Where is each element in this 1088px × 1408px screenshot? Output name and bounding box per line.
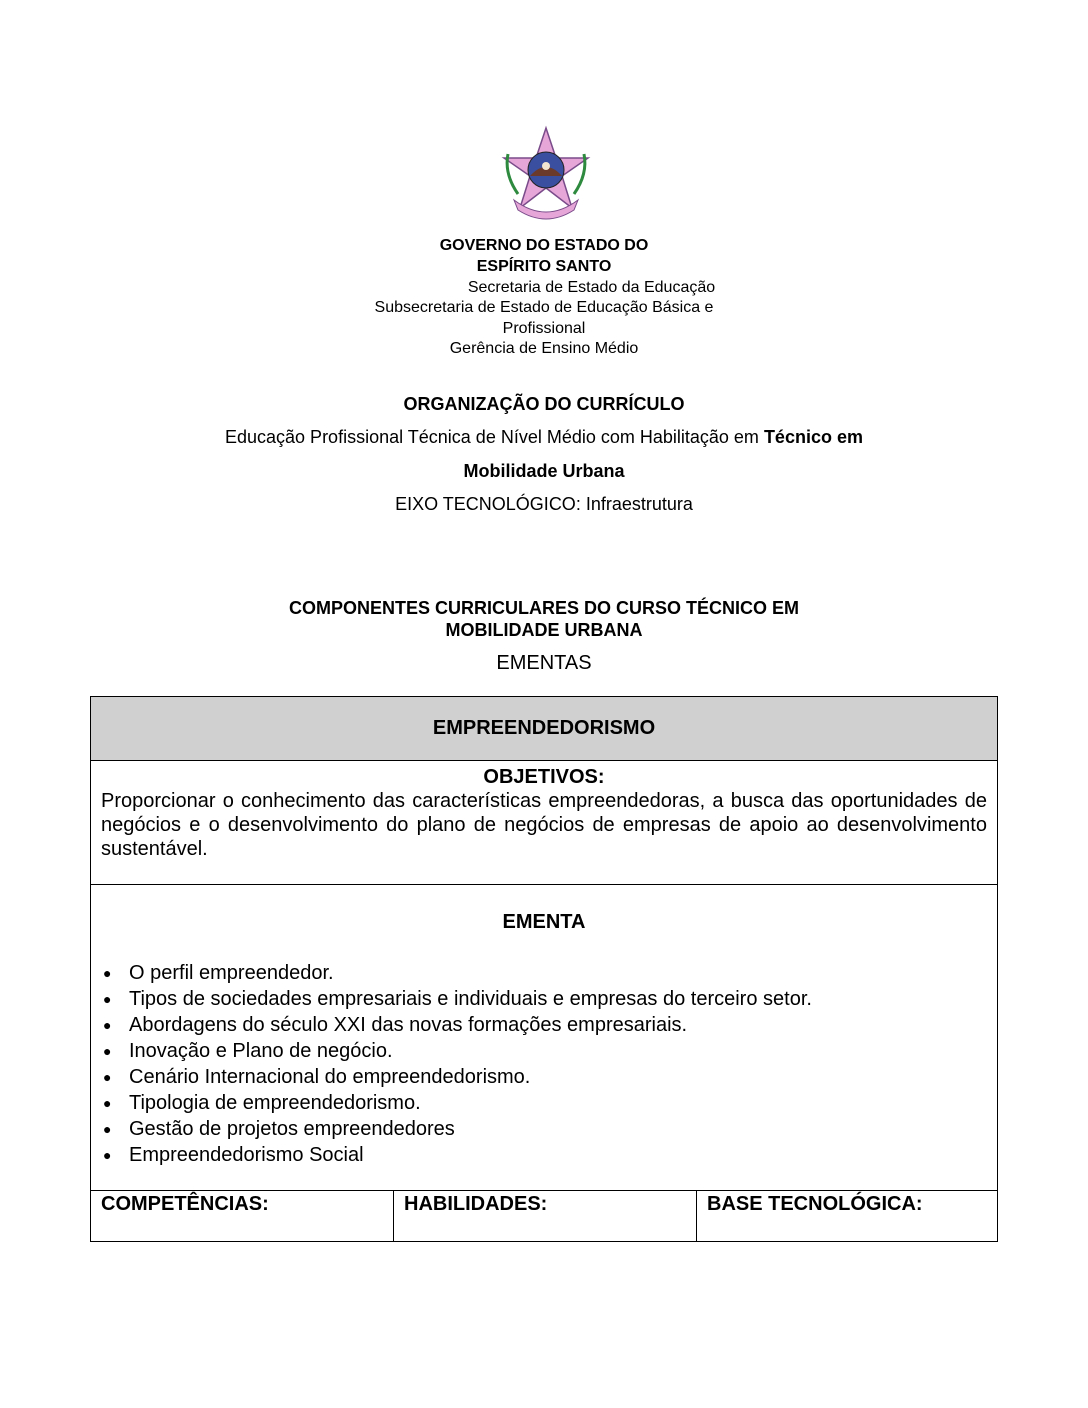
list-item: ● Empreendedorismo Social — [103, 1144, 364, 1166]
ementa-label: EMENTA — [502, 911, 586, 933]
gerencia: Gerência de Ensino Médio — [449, 340, 639, 357]
list-item: ● Cenário Internacional do empreendedorismo. — [103, 1066, 531, 1088]
discipline-title: EMPREENDEDORISMO — [91, 697, 997, 761]
competencias-header: COMPETÊNCIAS: — [101, 1193, 269, 1215]
objetivos-section — [91, 761, 997, 885]
list-item: ● Abordagens do século XXI das novas formações empresariais. — [103, 1014, 688, 1036]
course-prefix: Educação Profissional Técnica de Nível Médio com Habilitação em — [225, 427, 764, 447]
list-item: ● Inovação e Plano de negócio. — [103, 1040, 393, 1062]
secretaria: Secretaria de Estado da Educação — [467, 279, 716, 296]
objetivos-label: OBJETIVOS: — [483, 766, 605, 788]
subsecretaria-line-2: Profissional — [502, 320, 586, 337]
list-item: ● Tipologia de empreendedorismo. — [103, 1092, 421, 1114]
bullet-dot-icon: ● — [103, 1017, 112, 1033]
bullet-dot-icon: ● — [103, 1095, 112, 1111]
course-bold: Técnico em — [763, 427, 863, 447]
gov-line-1: GOVERNO DO ESTADO DO — [439, 237, 649, 254]
bullet-dot-icon: ● — [103, 991, 112, 1007]
curriculum-title: ORGANIZAÇÃO DO CURRÍCULO — [403, 394, 685, 414]
list-item: ● O perfil empreendedor. — [103, 962, 334, 984]
columns-row — [91, 1191, 997, 1241]
components-title — [0, 597, 1088, 641]
bullet-dot-icon: ● — [103, 1069, 112, 1085]
ementa-list — [91, 960, 997, 1168]
components-title-line-2: MOBILIDADE URBANA — [445, 620, 643, 640]
bullet-dot-icon: ● — [103, 1043, 112, 1059]
ementas-heading: EMENTAS — [496, 652, 592, 674]
eixo-tecnologico: EIXO TECNOLÓGICO: Infraestrutura — [395, 494, 693, 514]
course-line-1 — [0, 427, 1088, 448]
bullet-dot-icon: ● — [103, 1121, 112, 1137]
habilidades-header: HABILIDADES: — [393, 1191, 696, 1241]
list-item: ● Gestão de projetos empreendedores — [103, 1118, 455, 1140]
base-tecnologica-header: BASE TECNOLÓGICA: — [696, 1191, 997, 1241]
bullet-dot-icon: ● — [103, 965, 112, 981]
course-line-2: Mobilidade Urbana — [463, 461, 625, 481]
gov-line-2: ESPÍRITO SANTO — [476, 258, 612, 275]
subsecretaria-line-1: Subsecretaria de Estado de Educação Básica e — [374, 299, 714, 316]
bullet-dot-icon: ● — [103, 1147, 112, 1163]
ementa-section — [91, 885, 997, 1191]
objetivos-text: Proporcionar o conhecimento das características empreendedoras, a busca das oportunidades de negócios e o desenvolvimento do plano de negócios de empresas de apoio ao desenvolvimento sustentável. — [101, 790, 987, 860]
components-title-line-1: COMPONENTES CURRICULARES DO CURSO TÉCNICO EM — [288, 598, 800, 618]
state-coat-of-arms-icon — [500, 124, 592, 224]
list-item: ● Tipos de sociedades empresariais e individuais e empresas do terceiro setor. — [103, 988, 812, 1010]
curriculum-table — [90, 696, 998, 1242]
